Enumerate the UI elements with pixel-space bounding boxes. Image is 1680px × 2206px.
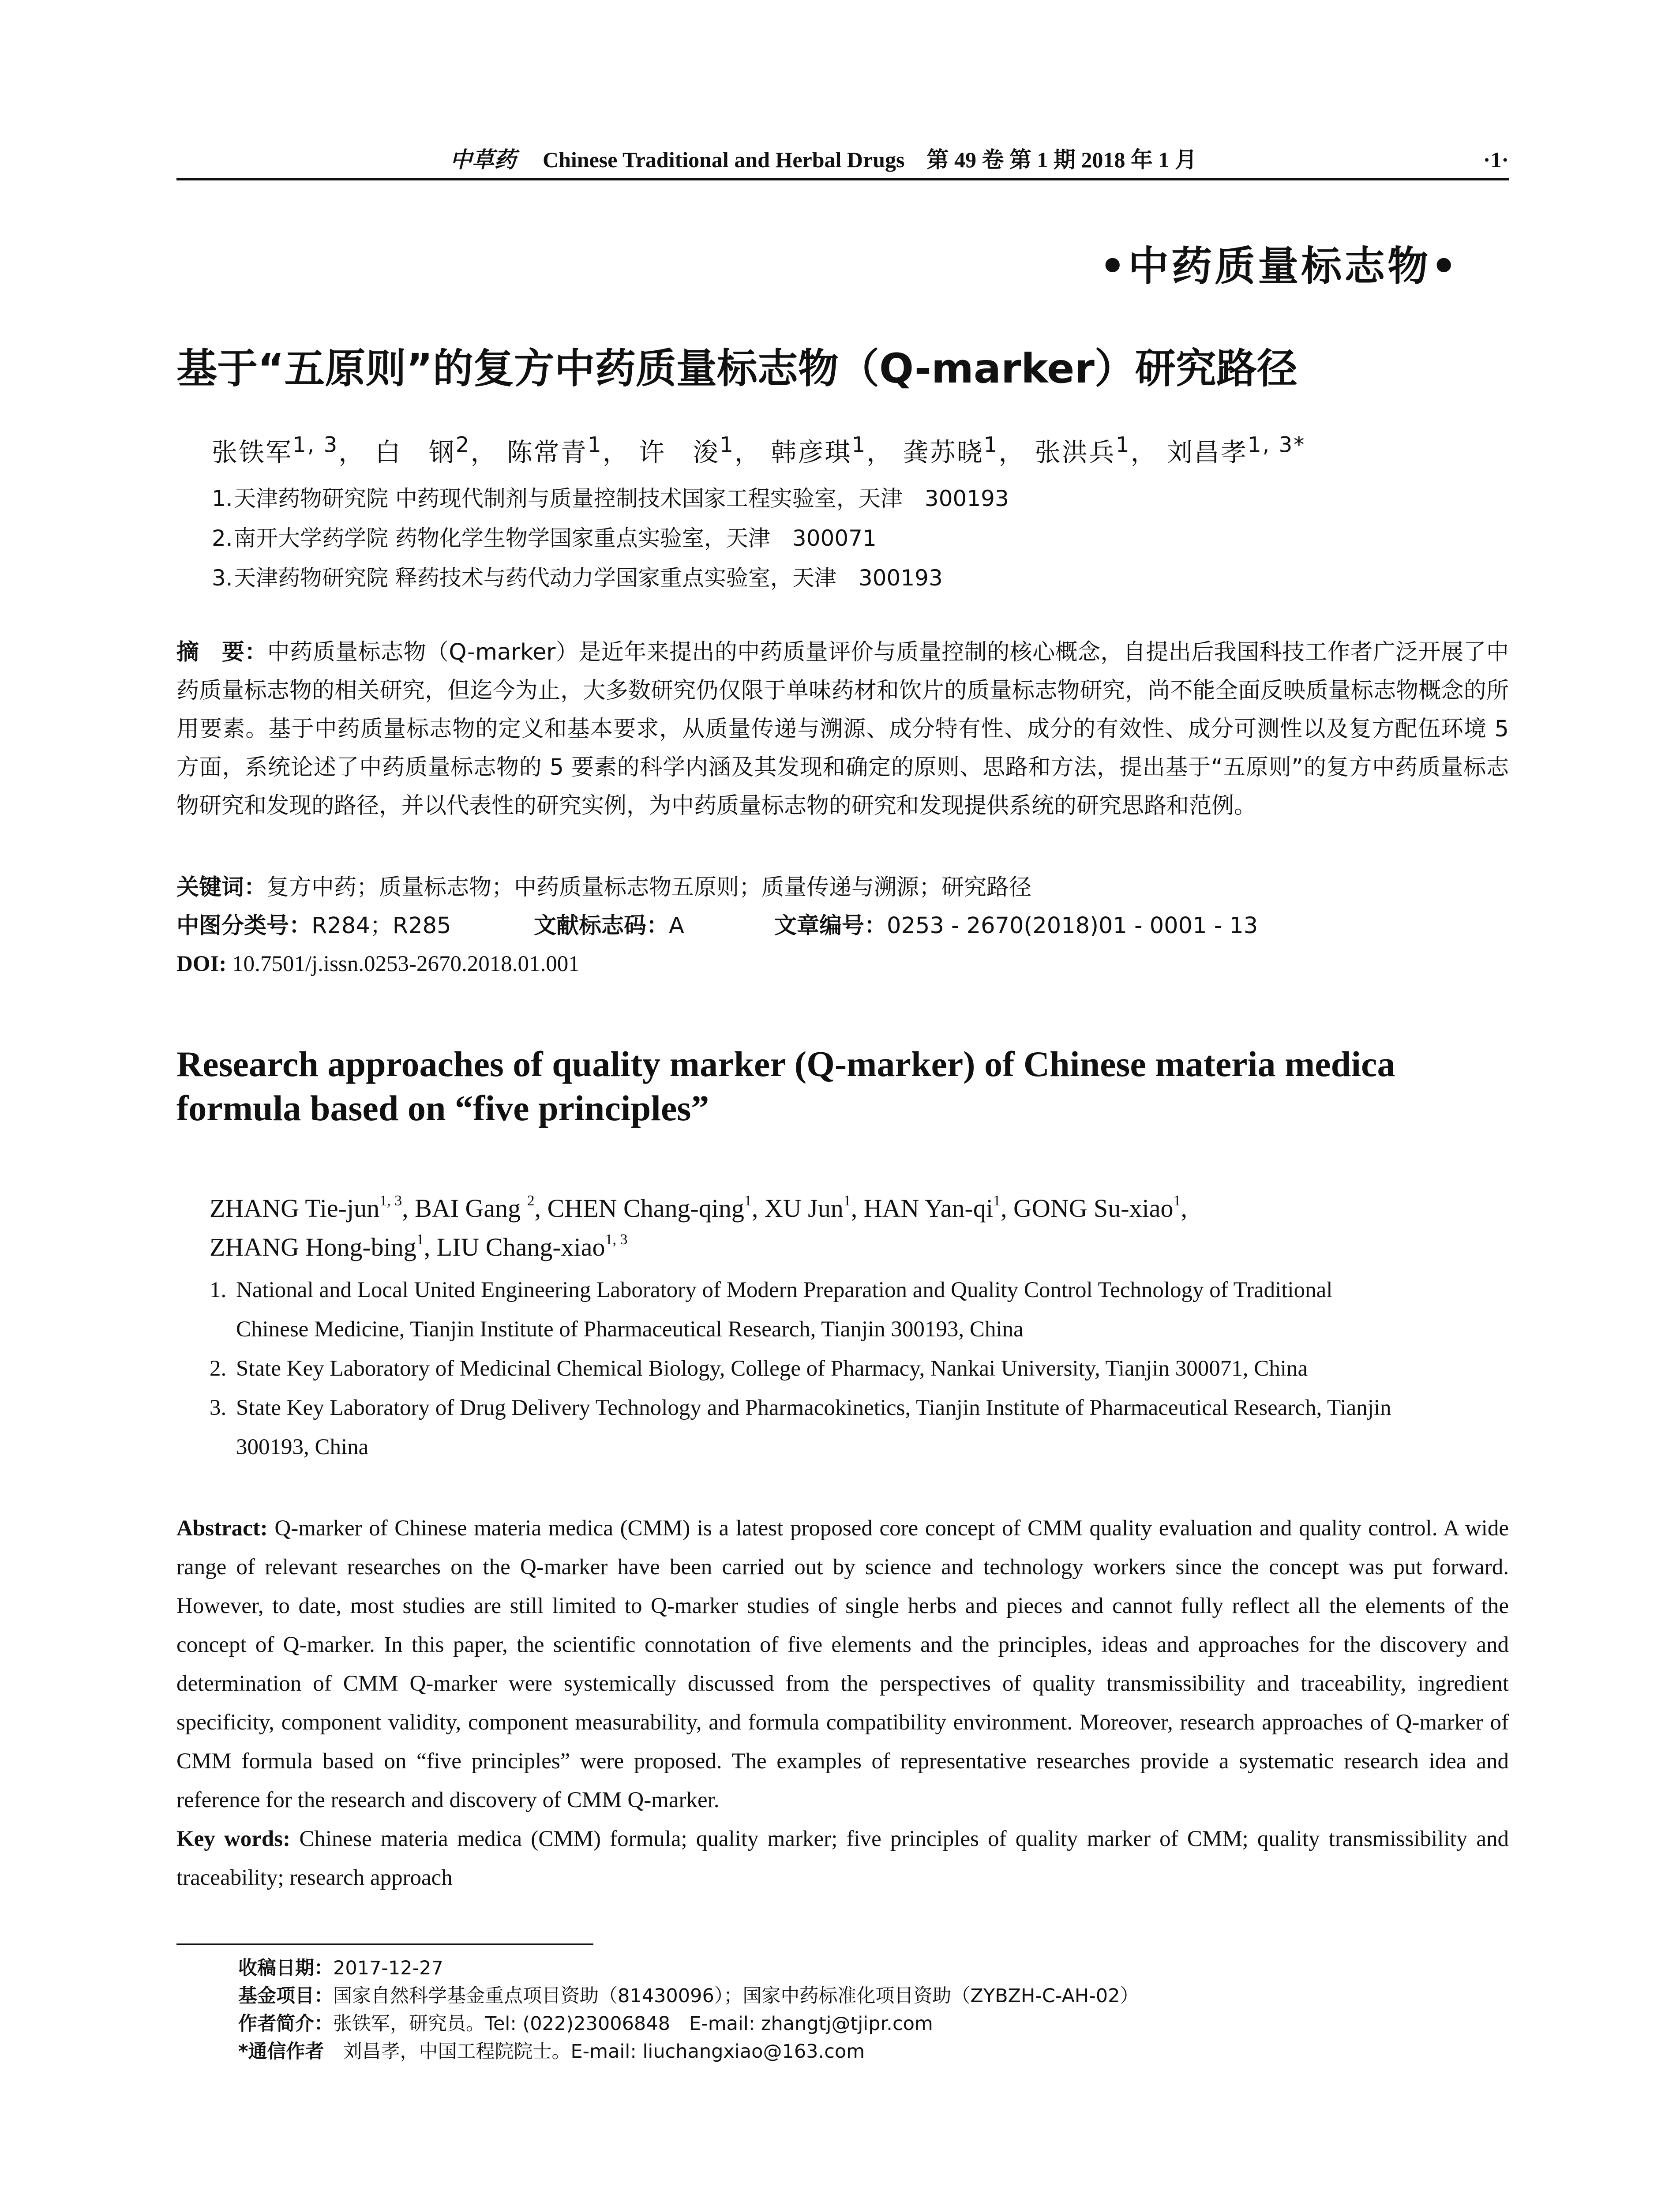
affiliation-text: 天津药物研究院 释药技术与药代动力学国家重点实验室，天津 300193: [234, 565, 943, 591]
keywords-cn-text: 复方中药；质量标志物；中药质量标志物五原则；质量传递与溯源；研究路径: [266, 874, 1032, 900]
authors-en: [210, 1189, 1507, 1267]
abstract-cn: [176, 633, 1509, 825]
classification-row: [176, 907, 1509, 945]
author-cn: 张洪兵$^1$，: [1035, 432, 1158, 467]
footnote-corresponding-author: *通信作者 刘昌孝，中国工程院院士。E-mail: liuchangxiao@163.com: [238, 2041, 865, 2063]
article-number: 文章编号：0253 - 2670(2018)01 - 0001 - 13: [774, 913, 1258, 939]
author-en: BAI Gang $^2$,: [415, 1193, 548, 1223]
affiliation-number: 3.: [210, 1396, 227, 1420]
abstract-cn-label: 摘 要：: [176, 639, 267, 665]
affiliation-number: 2.: [210, 1356, 227, 1381]
abstract-cn-text: 中药质量标志物（Q-marker）是近年来提出的中药质量评价与质量控制的核心概念，自提出后我国科技工作者广泛开展了中药质量标志物的相关研究，但迄今为止，大多数研究仍仅限于单味药材和饮片的质量标志物研究，尚不能全面反映质量标志物概念的所用要素。基于中药质量标志物的定义和基本要求，从质量传递与溯源、成分特有性、成分的有效性、成分可测性以及复方配伍环境 5 方面，系统论述了中药质量标志物的 5 要素的科学内涵及其发现和确定的原则、思路和方法，提出基于“五原则”的复方中药质量标志物研究和发现的路径，并以代表性的研究实例，为中药质量标志物的研究和发现提供系统的研究思路和范例。: [176, 639, 1509, 819]
abstract-en-label: Abstract:: [176, 1516, 268, 1541]
affiliation-en: [210, 1388, 1509, 1467]
affiliation-cn: [212, 560, 943, 592]
abstract-en-text: Q-marker of Chinese materia medica (CMM) is a latest proposed core concept of CMM quality evaluation and quality control. A wide range of relevant researches on the Q-marker have been carried out by science and technology workers since the concept was put forward. However, to date, most studies are still limited to Q-marker studies of single herbs and pieces and cannot fully reflect all the elements of the concept of Q-marker. In this paper, the scientific connotation of five elements and the principles, ideas and approaches for the discovery and determination of CMM Q-marker were systemically discussed from the perspectives of quality transmissibility and traceability, ingredient specificity, component validity, component measurability, and formula compatibility environment. Moreover, research approaches of Q-marker of CMM formula based on “five principles” were proposed. The examples of representative researches provide a systematic research idea and reference for the research and discovery of CMM Q-marker.: [176, 1516, 1509, 1812]
author-en: ZHANG Hong-bing$^1$,: [210, 1231, 437, 1261]
affiliation-number: 1.: [212, 486, 233, 511]
footnotes: [238, 1955, 1139, 2066]
page-number: ·1·: [1483, 147, 1509, 172]
author-en: GONG Su-xiao$^1$,: [1013, 1193, 1187, 1223]
doi-label: DOI:: [176, 952, 227, 976]
clc-code: 中图分类号：R284；R285: [176, 913, 451, 939]
authors-en-line: [210, 1228, 1507, 1267]
affiliation-number: 1.: [210, 1278, 227, 1302]
affiliation-number: 3.: [212, 565, 233, 591]
keywords-en: [176, 1820, 1509, 1897]
footnote-rule: [176, 1943, 593, 1945]
affiliation-text: 300193, China: [236, 1435, 369, 1459]
abstract-en: [176, 1509, 1509, 1897]
author-cn: 韩彦琪$^1$，: [771, 432, 894, 467]
keywords-cn-label: 关键词：: [176, 874, 267, 900]
authors-en-line: [210, 1189, 1507, 1228]
title-en-line: formula based on “five principles”: [176, 1088, 709, 1128]
keywords-cn: [176, 868, 1509, 907]
author-cn: 龚苏晓$^1$，: [903, 432, 1026, 467]
title-en-line: Research approaches of quality marker (Q-marker) of Chinese materia medica: [176, 1044, 1395, 1084]
running-header: [176, 142, 1509, 177]
author-en: XU Jun$^1$,: [764, 1193, 864, 1223]
title-en: [176, 1042, 1509, 1130]
affiliation-text: State Key Laboratory of Drug Delivery Technology and Pharmacokinetics, Tianjin Institute of Pharmaceutical Research, Tianjin: [236, 1396, 1391, 1420]
author-cn: 白 钢$^2$，: [375, 432, 498, 467]
affiliation-text: State Key Laboratory of Medicinal Chemical Biology, College of Pharmacy, Nankai University, Tianjin 300071, China: [236, 1356, 1308, 1381]
authors-cn: [212, 431, 1305, 469]
journal-name-en-text: Chinese Traditional and Herbal Drugs: [543, 147, 905, 172]
author-en: ZHANG Tie-jun$^{1, 3}$,: [210, 1193, 415, 1223]
keywords-en-label: Key words:: [176, 1827, 291, 1851]
author-en: LIU Chang-xiao$^{1, 3}$: [436, 1231, 628, 1261]
column-tag: •中药质量标志物•: [1099, 243, 1459, 290]
affiliation-text: National and Local United Engineering Laboratory of Modern Preparation and Quality Control Technology of Traditional: [236, 1278, 1333, 1302]
title-cn: 基于“五原则”的复方中药质量标志物（Q-marker）研究路径: [176, 345, 1298, 392]
author-cn: 刘昌孝$^{1, 3*}$: [1167, 432, 1306, 467]
footnote-received-date: 收稿日期：2017-12-27: [238, 1957, 443, 1979]
author-cn: 许 浚$^1$，: [639, 432, 761, 467]
affiliation-text: Chinese Medicine, Tianjin Institute of Pharmaceutical Research, Tianjin 300193, China: [236, 1317, 1024, 1342]
journal-name-en: [543, 142, 1197, 177]
keywords-en-text: Chinese materia medica (CMM) formula; quality marker; five principles of quality marker of CMM; quality transmissibility and traceability; research approach: [176, 1827, 1509, 1890]
affiliation-en: [210, 1271, 1509, 1349]
affiliation-en: [210, 1349, 1509, 1388]
affiliation-number: 2.: [212, 525, 233, 551]
affiliation-text: 天津药物研究院 中药现代制剂与质量控制技术国家工程实验室，天津 300193: [234, 486, 1009, 511]
journal-issue: 第 49 卷 第 1 期 2018 年 1 月: [926, 147, 1197, 172]
footnote-author-bio: 作者简介：张铁军，研究员。Tel: (022)23006848 E-mail: zhangtj@tjipr.com: [238, 2013, 933, 2035]
author-cn: 张铁军$^{1, 3}$，: [212, 432, 366, 467]
author-cn: 陈常青$^1$，: [506, 432, 630, 467]
affiliation-text: 南开大学药学院 药物化学生物学国家重点实验室，天津 300071: [234, 525, 877, 551]
document-code: 文献标志码：A: [534, 913, 684, 939]
doi-value: 10.7501/j.issn.0253-2670.2018.01.001: [232, 952, 580, 976]
doi: [176, 945, 1509, 983]
affiliation-cn: [212, 521, 877, 552]
header-rule: [176, 178, 1509, 180]
article-metadata-cn: [176, 868, 1509, 983]
footnote-funding: 基金项目：国家自然科学基金重点项目资助（81430096）；国家中药标准化项目资助（ZYBZH-C-AH-02）: [238, 1985, 1139, 2007]
journal-name-cn: 中草药: [450, 147, 516, 172]
affiliation-cn: [212, 481, 1009, 513]
author-en: HAN Yan-$qi^1$,: [863, 1193, 1013, 1223]
author-en: CHEN Chang-qing$^1$,: [547, 1193, 765, 1223]
